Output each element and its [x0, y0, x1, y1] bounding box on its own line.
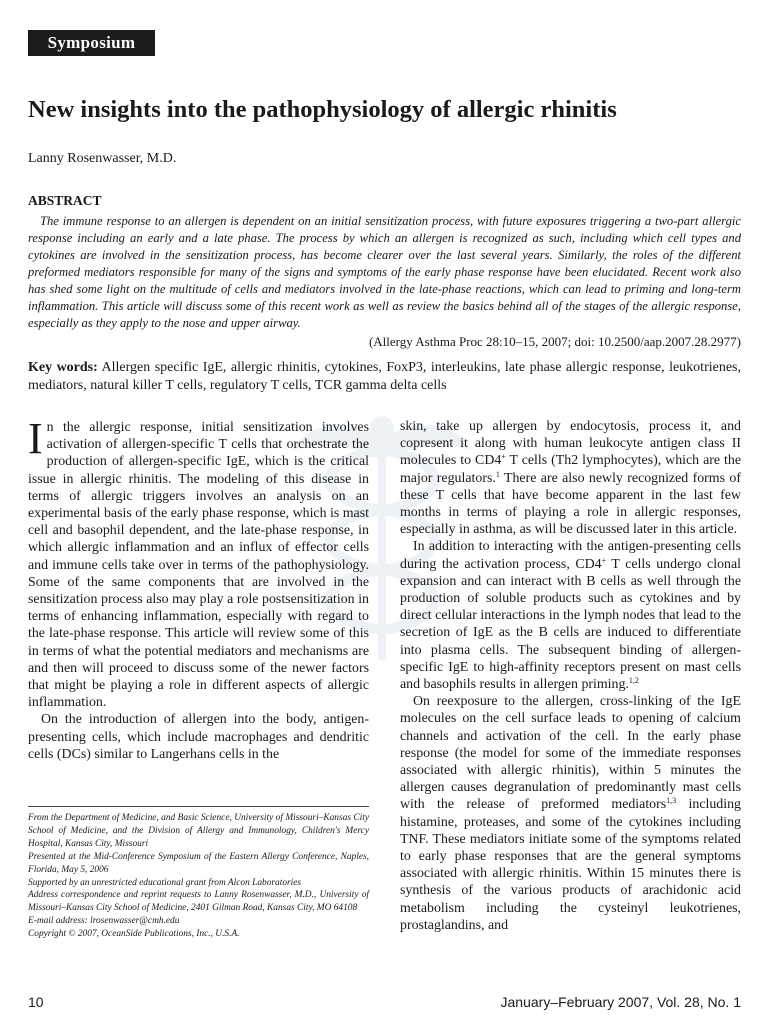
page-number: 10: [28, 994, 44, 1010]
footnote-email: E-mail address: lrosenwasser@cmh.edu: [28, 916, 180, 927]
paragraph-text: n the allergic response, initial sensitization involves activation of allergen-specific T cells that orchestrate the production of allergen-specific IgE, which is the critical issue in allergic rhinitis. The modeling of this disease in terms of allergic triggers involves an analysis on an experimental basis of the early phase response, which is mast cell and basophil dependent, and the late-phase response, in which allergic inflammation and an influx of effector cells and immune cells take over in terms of the pathophysiology. Some of the same components that are involved in the sensitization process also may play a role postsensitization in terms of enhancing inflammation, especially with regard to the late-phase response. This article will review some of this in terms of what the potential mediators and mechanisms are and then will proceed to discuss some of the newer factors that might be playing a role in different aspects of allergic inflammation.: [28, 420, 369, 711]
author-name: Lanny Rosenwasser, M.D.: [28, 151, 177, 166]
citation: (Allergy Asthma Proc 28:10–15, 2007; doi: 10.2500/aap.2007.28.2977): [368, 334, 741, 349]
abstract-heading: ABSTRACT: [28, 193, 102, 208]
body-paragraph: On the introduction of allergen into the body, antigen-presenting cells, which include macrophages and dendritic cells (DCs) similar to Langerhans cells in the: [28, 712, 369, 762]
paragraph-text: T cells undergo clonal expansion and can interact with B cells as well through the production of soluble products such as cytokines and by direct cellular interactions in the lymph nodes that lead to the secretion of IgE as the B cells are induced to differentiate into plasma cells. The subsequent binding of allergen-specific IgE to high-affinity receptors present on mast cells and basophils results in allergen priming.: [400, 556, 741, 693]
body-column-right: [400, 418, 741, 934]
footnote-copyright: Copyright © 2007, OceanSide Publications, Inc., U.S.A.: [28, 929, 240, 940]
footnotes: [28, 812, 369, 941]
superscript: +: [501, 452, 506, 462]
footnote-divider: [28, 806, 369, 807]
section-badge: Symposium: [28, 30, 155, 56]
superscript: +: [601, 555, 607, 565]
reference-superscript: 1,3: [666, 796, 677, 806]
reference-superscript: 1: [495, 469, 500, 479]
paragraph-text: skin, take up allergen by endocytosis, process it, and copresent it along with human leukocyte antigen class II molecules to CD4: [400, 419, 741, 469]
footnote-support: Supported by an unrestricted educational grant from Alcon Laboratories: [28, 877, 302, 888]
article-title: New insights into the pathophysiology of allergic rhinitis: [28, 96, 617, 123]
keywords-label: Key words:: [28, 360, 98, 375]
body-paragraph: [400, 538, 741, 693]
body-paragraph: [400, 418, 741, 538]
footnote-affiliation: From the Department of Medicine, and Basic Science, University of Missouri–Kansas City School of Medicine, and the Division of Allergy and Immunology, Children's Mercy Hospital, Kansas City, Missouri: [28, 813, 369, 849]
paragraph-text: T cells (Th2 lymphocytes), which are the major regulators.: [400, 453, 741, 486]
paragraph-text: There are also newly recognized forms of these T cells that have become apparent in the last few months in terms of playing a role in allergic responses, especially in asthma, as will be discussed later in this article.: [400, 470, 741, 538]
keywords-text: Allergen specific IgE, allergic rhinitis, cytokines, FoxP3, interleukins, late phase allergic response, leukotrienes, mediators, natural killer T cells, regulatory T cells, TCR gamma delta cells: [28, 360, 741, 393]
keywords: [28, 359, 741, 395]
abstract-body: The immune response to an allergen is dependent on an initial sensitization process, with future exposures triggering a two-part allergic response including an early and a late phase. The process by which an allergen is recognized as such, including which cell types and cytokines are involved in the sensitization process, has become clearer over the last several years. Similarly, the roles of the different preformed mediators responsible for many of the signs and symptoms of the early phase response have been elucidated. Recent work also has shed some light on the multitude of cells and mediators involved in the late-phase reactions, which can lead to priming and long-term inflammation. This article will discuss some of this recent work as well as review the basics behind all of the stages of the allergic response, especially as they apply to the nose and upper airway.: [28, 214, 741, 330]
body-paragraph: [28, 414, 369, 711]
body-column-left: [28, 414, 369, 763]
paragraph-text: In addition to interacting with the antigen-presenting cells during the activation process, CD4: [400, 539, 741, 572]
reference-superscript: 1,2: [628, 676, 639, 686]
footnote-presented: Presented at the Mid-Conference Symposium of the Eastern Allergy Conference, Naples, Florida, May 5, 2006: [28, 851, 369, 875]
drop-cap: I: [28, 414, 43, 463]
footnote-correspondence: Address correspondence and reprint requests to Lanny Rosenwasser, M.D., University of Missouri–Kansas City School of Medicine, 2401 Gilman Road, Kansas City, MO 64108: [28, 890, 369, 914]
issue-info: January–February 2007, Vol. 28, No. 1: [500, 994, 741, 1010]
paragraph-text: On reexposure to the allergen, cross-linking of the IgE molecules on the cell surface leads to opening of calcium channels and activation of the cell. In the early phase response (the model for some of the immediate responses associated with allergic rhinitis), within 5 minutes the allergen causes degranulation of predominantly mast cells with the release of preformed mediators: [400, 694, 741, 813]
body-paragraph: [400, 693, 741, 934]
paragraph-text: including histamine, proteases, and some of the cytokines including TNF. These mediators initiate some of the symptoms related to early phase responses that are the general symptoms associated with allergic rhinitis. Within 15 minutes there is synthesis of the various products of arachidonic acid metabolism including the cysteinyl leukotrienes, prostaglandins, and: [400, 797, 741, 933]
